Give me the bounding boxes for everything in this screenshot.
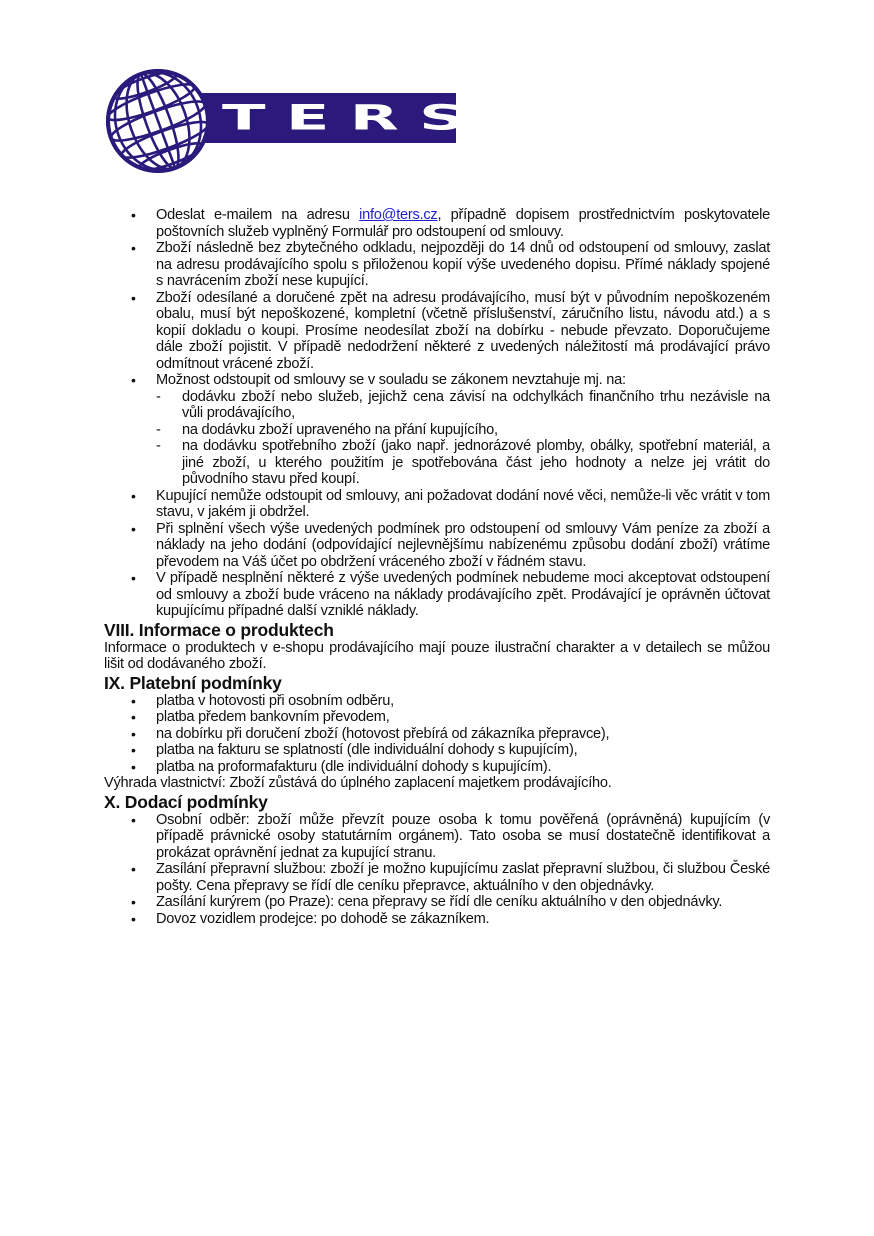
list-item: • Kupující nemůže odstoupit od smlouvy, ani požadovat dodání nové věci, nemůže-li věc vrátit v tom stavu, v jakém ji obdržel.	[131, 487, 770, 520]
bullet-icon: •	[131, 487, 136, 504]
bullet-icon: •	[131, 910, 136, 927]
bullet-icon: •	[131, 894, 136, 910]
list-item: • V případě nesplnění některé z výše uvedených podmínek nebudeme moci akceptovat odstoupení od smlouvy a zboží bude vráceno na náklady prodávajícího zpět. Prodávající je oprávněn účtovat kupujícímu případné další vzniklé náklady.	[131, 570, 770, 619]
email-link[interactable]: info@ters.cz	[359, 207, 438, 223]
bullet-icon: •	[131, 240, 136, 256]
list-item: • Zboží odesílané a doručené zpět na adresu prodávajícího, musí být v původním nepoškozeném obalu, musí být nepoškozené, kompletní (včetně příslušenství, záručního listu, návodu atd.) a s kopií dokladu o koupi. Prosíme neodesílat zboží na dobírku - nebude převzato. Doporučujeme dále zboží pojistit. V případě nedodržení některé z uvedených náležitostí má prodávající právo odmítnout vrácené zboží.	[131, 289, 770, 372]
ters-logo	[104, 67, 486, 175]
exceptions-sublist	[156, 389, 770, 488]
list-item: • Odeslat e-mailem na adresu info@ters.cz, případně dopisem prostřednictvím poskytovatele poštovních služeb vyplněný Formulář pro odstoupení od smlouvy.	[131, 207, 770, 240]
ownership-reservation-note: Výhrada vlastnictví: Zboží zůstává do úplného zaplacení majetkem prodávajícího.	[104, 775, 612, 791]
sublist-item: - na dodávku zboží upraveného na přání kupujícího,	[156, 421, 498, 438]
list-item: • platba předem bankovním převodem,	[131, 709, 390, 725]
list-item: • Při splnění všech výše uvedených podmínek pro odstoupení od smlouvy Vám peníze za zboží a náklady na jeho dodání (odpovídající nejlevnějšímu nabízenému způsobu dodání zboží) vrátíme převodem na Váš účet po obdržení vráceného zboží v řádném stavu.	[131, 520, 770, 570]
bullet-icon: •	[131, 758, 136, 775]
list-item: • platba v hotovosti při osobním odběru,	[131, 692, 394, 709]
section-heading-payment: IX. Platební podmínky	[104, 672, 282, 693]
list-item: • na dobírku při doručení zboží (hotovost přebírá od zákazníka přepravce),	[131, 725, 610, 742]
bullet-icon: •	[131, 861, 136, 877]
bullet-icon: •	[131, 570, 136, 586]
sublist-item: - na dodávku spotřebního zboží (jako např. jednorázové plomby, obálky, spotřební materiál, a jiné zboží, u kterého použitím je spotřebována část jeho hodnoty a nelze jej vrátit do původního stavu před koupí.	[156, 438, 770, 487]
bullet-icon: •	[131, 520, 136, 537]
delivery-methods-list	[104, 812, 770, 928]
bullet-icon: •	[131, 207, 136, 223]
bullet-icon: •	[131, 372, 136, 388]
dash-icon: -	[156, 438, 161, 454]
dash-icon: -	[156, 421, 161, 438]
list-item: • Možnost odstoupit od smlouvy se v souladu se zákonem nevztahuje mj. na: - dodávku zboží nebo služeb, jejichž cena závisí na odchylkách finančního trhu nezávisle na vůli prodávajícího, - na dodávku zboží upraveného na přání kupujícího, - na dodávku spotřebního zboží (jako např. jednorázové plomby, obálky, spotřební materiál, a jiné zboží, u kterého použitím je spotřebována část jeho hodnoty a nelze jej vrátit do původního stavu před koupí.	[131, 372, 770, 487]
payment-methods-list	[104, 693, 770, 776]
bullet-icon: •	[131, 289, 136, 306]
section-heading-products: VIII. Informace o produktech	[104, 619, 334, 640]
globe-icon	[104, 67, 212, 175]
list-item: • platba na proformafakturu (dle individuální dohody s kupujícím).	[131, 758, 552, 775]
bullet-icon: •	[131, 811, 136, 828]
list-item: • Zasílání kurýrem (po Praze): cena přepravy se řídí dle ceníku aktuálního v den objednávky.	[131, 894, 723, 910]
bullet-icon: •	[131, 742, 136, 758]
list-item: • Zasílání přepravní službou: zboží je možno kupujícímu zaslat přepravní službou, či službou České pošty. Cena přepravy se řídí dle ceníku přepravce, aktuálního v den objednávky.	[131, 861, 770, 894]
bullet-icon: •	[131, 725, 136, 742]
logo-text: TERS	[222, 98, 486, 138]
sublist-item: - dodávku zboží nebo služeb, jejichž cena závisí na odchylkách finančního trhu nezávisle na vůli prodávajícího,	[156, 388, 770, 421]
products-info-paragraph: Informace o produktech v e-shopu prodávajícího mají pouze ilustrační charakter a v detailech se můžou lišit od dodávaného zboží.	[104, 639, 770, 672]
list-item: • Osobní odběr: zboží může převzít pouze osoba k tomu pověřená (oprávněná) kupujícím (v případě právnické osoby statutárním orgánem). Tato osoba se musí dostatečně identifikovat a prokázat oprávnění jednat za kupující stranu.	[131, 811, 770, 861]
section-heading-delivery: X. Dodací podmínky	[104, 791, 268, 812]
list-item: • platba na fakturu se splatností (dle individuální dohody s kupujícím),	[131, 742, 578, 758]
dash-icon: -	[156, 388, 161, 405]
list-item: • Zboží následně bez zbytečného odkladu, nejpozději do 14 dnů od odstoupení od smlouvy, zaslat na adresu prodávajícího spolu s přiloženou kopií výše uvedeného dopisu. Přímé náklady spojené s navrácením zboží nese kupující.	[131, 240, 770, 289]
withdrawal-steps-list	[104, 207, 770, 620]
list-item: • Dovoz vozidlem prodejce: po dohodě se zákazníkem.	[131, 910, 490, 927]
bullet-icon: •	[131, 709, 136, 725]
bullet-icon: •	[131, 692, 136, 709]
document-body	[104, 207, 770, 927]
